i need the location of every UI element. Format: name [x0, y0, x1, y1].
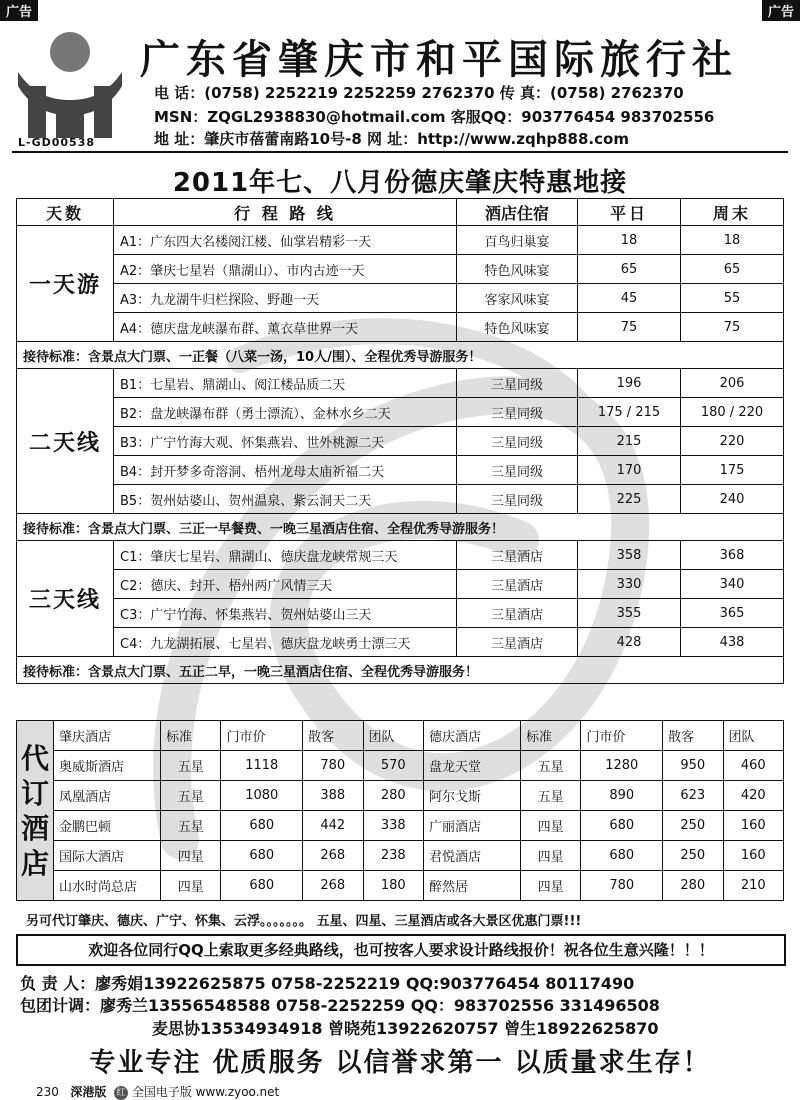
price-weekday: 75 [578, 313, 681, 342]
col-individual: 散客 [303, 721, 363, 751]
hotels-table [16, 720, 784, 901]
route-row [17, 398, 784, 427]
hotel-value: 680 [221, 871, 303, 901]
page-title: 2011年七、八月份德庆肇庆特惠地接 [172, 168, 628, 198]
col-list-price: 门市价 [221, 721, 303, 751]
welcome-banner: 欢迎各位同行QQ上索取更多经典路线，也可按客人要求设计路线报价！祝各位生意兴隆！！！ [16, 934, 786, 966]
route-category: 三天线 [17, 541, 114, 657]
route-category: 一天游 [17, 226, 114, 342]
hotels-header-row [17, 721, 784, 751]
service-standard-note: 接待标准：含景点大门票、五正二早，一晚三星酒店住宿、全程优秀导游服务！ [17, 657, 784, 684]
price-weekend: 55 [681, 284, 784, 313]
route-row [17, 541, 784, 570]
route-category: 二天线 [17, 369, 114, 514]
price-weekend: 438 [681, 628, 784, 657]
route-name: B2：盘龙峡瀑布群（勇士漂流）、金林水乡二天 [114, 398, 457, 427]
route-name: A4：德庆盘龙峡瀑布群、薰衣草世界一天 [114, 313, 457, 342]
hotel-row [17, 811, 784, 841]
hotel-name: 阿尔戈斯 [423, 781, 520, 811]
hotel-value: 250 [663, 811, 723, 841]
hotel-value: 680 [221, 841, 303, 871]
hotel-name: 君悦酒店 [423, 841, 520, 871]
col-deqing-hotel: 德庆酒店 [423, 721, 520, 751]
col-zhaoqing-hotel: 肇庆酒店 [54, 721, 161, 751]
route-name: C4：九龙湖拓展、七星岩、德庆盘龙峡勇士漂三天 [114, 628, 457, 657]
hotel-value: 280 [663, 871, 723, 901]
service-standard-row [17, 342, 784, 369]
route-hotel: 三星同级 [457, 369, 578, 398]
price-weekend: 65 [681, 255, 784, 284]
extra-booking-note: 另可代订肇庆、德庆、广宁、怀集、云浮。。。。。。。 五星、四星、三星酒店或各大景区优惠门票!!! [26, 914, 582, 929]
page-number: 230 [36, 1085, 59, 1099]
route-hotel: 百鸟归巢宴 [457, 226, 578, 255]
hotel-value: 442 [303, 811, 363, 841]
route-name: B3：广宁竹海大观、怀集燕岩、世外桃源二天 [114, 427, 457, 456]
route-hotel: 三星同级 [457, 485, 578, 514]
route-hotel: 特色风味宴 [457, 255, 578, 284]
hotel-value: 238 [363, 841, 423, 871]
hotel-value: 460 [723, 751, 784, 781]
staff-others: 麦思协13534934918 曾晓苑13922620757 曾生18922625870 [152, 1019, 659, 1038]
price-weekday: 170 [578, 456, 681, 485]
hotel-value: 780 [303, 751, 363, 781]
price-weekday: 428 [578, 628, 681, 657]
price-weekday: 225 [578, 485, 681, 514]
hotel-value: 680 [221, 811, 303, 841]
route-name: C3：广宁竹海、怀集燕岩、贺州姑婆山三天 [114, 599, 457, 628]
ad-label-right: 广告 [762, 0, 800, 21]
col-list-price-2: 门市价 [581, 721, 663, 751]
route-name: C1：肇庆七星岩、鼎湖山、德庆盘龙峡常规三天 [114, 541, 457, 570]
price-weekend: 18 [681, 226, 784, 255]
hotel-value: 388 [303, 781, 363, 811]
col-individual-2: 散客 [663, 721, 723, 751]
phone-line: 电 话：(0758) 2252219 2252259 2762370 传 真：(0758) 2762370 [154, 84, 684, 102]
service-standard-row [17, 514, 784, 541]
route-name: B4：封开梦多奇溶洞、梧州龙母太庙祈福二天 [114, 456, 457, 485]
price-weekday: 175 / 215 [578, 398, 681, 427]
route-name: C2：德庆、封开、梧州两广风情三天 [114, 570, 457, 599]
price-weekday: 358 [578, 541, 681, 570]
price-weekday: 65 [578, 255, 681, 284]
route-row [17, 226, 784, 255]
price-weekend: 365 [681, 599, 784, 628]
slogan: 专业专注 优质服务 以信誉求第一 以质量求生存！ [89, 1048, 711, 1078]
col-standard-2: 标准 [520, 721, 580, 751]
route-name: A2：肇庆七星岩（鼎湖山）、市内古迹一天 [114, 255, 457, 284]
route-row [17, 570, 784, 599]
route-row [17, 599, 784, 628]
route-name: A1：广东四大名楼阅江楼、仙掌岩精彩一天 [114, 226, 457, 255]
hotel-value: 四星 [520, 811, 580, 841]
header-route: 行 程 路 线 [114, 199, 457, 226]
price-weekend: 75 [681, 313, 784, 342]
price-weekend: 220 [681, 427, 784, 456]
agency-logo-icon [14, 26, 126, 148]
hotel-value: 420 [723, 781, 784, 811]
price-weekend: 340 [681, 570, 784, 599]
hotel-value: 250 [663, 841, 723, 871]
header-weekend: 周末 [681, 199, 784, 226]
edition-badge: 红 [114, 1086, 128, 1100]
hotel-name: 醉然居 [423, 871, 520, 901]
hotel-value: 四星 [161, 871, 221, 901]
route-name: B1：七星岩、鼎湖山、阅江楼品质二天 [114, 369, 457, 398]
hotel-value: 五星 [161, 751, 221, 781]
hotel-name: 山水时尚总店 [54, 871, 161, 901]
route-hotel: 三星同级 [457, 456, 578, 485]
price-weekend: 175 [681, 456, 784, 485]
hotel-name: 盘龙天堂 [423, 751, 520, 781]
hotel-value: 570 [363, 751, 423, 781]
col-group-2: 团队 [723, 721, 784, 751]
header-divider [12, 151, 788, 153]
hotel-name: 奥威斯酒店 [54, 751, 161, 781]
route-hotel: 三星酒店 [457, 599, 578, 628]
agency-header [0, 20, 800, 150]
hotel-name: 广丽酒店 [423, 811, 520, 841]
hotel-value: 五星 [161, 811, 221, 841]
service-standard-note: 接待标准：含景点大门票、三正一早餐费、一晚三星酒店住宿、全程优秀导游服务！ [17, 514, 784, 541]
hotel-value: 180 [363, 871, 423, 901]
route-row [17, 369, 784, 398]
header-weekday: 平日 [578, 199, 681, 226]
route-hotel: 客家风味宴 [457, 284, 578, 313]
routes-header-row [17, 199, 784, 226]
route-hotel: 三星酒店 [457, 541, 578, 570]
msn-line: MSN：ZQGL2938830@hotmail.com 客服QQ：903776454 983702556 [154, 108, 715, 126]
route-row [17, 427, 784, 456]
hotel-row [17, 751, 784, 781]
price-weekday: 330 [578, 570, 681, 599]
hotel-value: 四星 [520, 841, 580, 871]
service-standard-row [17, 657, 784, 684]
route-row [17, 456, 784, 485]
hotel-value: 1080 [221, 781, 303, 811]
route-hotel: 三星同级 [457, 427, 578, 456]
hotel-value: 950 [663, 751, 723, 781]
staff-manager: 负 责 人：廖秀娟13922625875 0758-2252219 QQ:903776454 80117490 [20, 974, 635, 993]
hotel-value: 1118 [221, 751, 303, 781]
hotel-row [17, 871, 784, 901]
route-hotel: 三星酒店 [457, 570, 578, 599]
col-standard: 标准 [161, 721, 221, 751]
hotel-value: 160 [723, 841, 784, 871]
hotel-value: 338 [363, 811, 423, 841]
price-weekday: 215 [578, 427, 681, 456]
hotel-name: 国际大酒店 [54, 841, 161, 871]
price-weekend: 240 [681, 485, 784, 514]
service-standard-note: 接待标准：含景点大门票、一正餐（八菜一汤，10人/围）、全程优秀导游服务！ [17, 342, 784, 369]
route-hotel: 三星同级 [457, 398, 578, 427]
hotel-value: 1280 [581, 751, 663, 781]
company-name: 广东省肇庆市和平国际旅行社 [140, 36, 738, 83]
price-weekday: 196 [578, 369, 681, 398]
hotel-name: 凤凰酒店 [54, 781, 161, 811]
ad-label-left: 广告 [0, 0, 38, 21]
route-hotel: 特色风味宴 [457, 313, 578, 342]
hotel-booking-label: 代 订 酒 店 [17, 721, 54, 901]
hotel-value: 四星 [161, 841, 221, 871]
price-weekend: 180 / 220 [681, 398, 784, 427]
routes-table [16, 198, 784, 684]
hotel-value: 680 [581, 841, 663, 871]
hotel-value: 五星 [520, 751, 580, 781]
route-name: A3：九龙湖牛归栏探险、野趣一天 [114, 284, 457, 313]
price-weekend: 206 [681, 369, 784, 398]
route-row [17, 313, 784, 342]
hotel-value: 160 [723, 811, 784, 841]
route-row [17, 284, 784, 313]
hotel-value: 268 [303, 841, 363, 871]
price-weekday: 18 [578, 226, 681, 255]
route-row [17, 485, 784, 514]
hotel-value: 四星 [520, 871, 580, 901]
hotel-row [17, 841, 784, 871]
hotel-row [17, 781, 784, 811]
hotel-value: 680 [581, 811, 663, 841]
hotel-name: 金鹏巴顿 [54, 811, 161, 841]
col-group: 团队 [363, 721, 423, 751]
hotel-value: 780 [581, 871, 663, 901]
route-hotel: 三星酒店 [457, 628, 578, 657]
hotel-value: 五星 [520, 781, 580, 811]
hotel-value: 五星 [161, 781, 221, 811]
price-weekday: 45 [578, 284, 681, 313]
hotel-value: 280 [363, 781, 423, 811]
license-code: L-GD00538 [18, 136, 96, 149]
price-weekend: 368 [681, 541, 784, 570]
staff-group-planner: 包团计调：廖秀兰13556548588 0758-2252259 QQ：983702556 331496508 [20, 996, 660, 1015]
hotel-value: 890 [581, 781, 663, 811]
header-days: 天数 [17, 199, 114, 226]
site-label: 全国电子版 www.zyoo.net [131, 1085, 280, 1099]
route-row [17, 628, 784, 657]
hotel-value: 623 [663, 781, 723, 811]
route-row [17, 255, 784, 284]
price-weekday: 355 [578, 599, 681, 628]
address-line: 地 址：肇庆市蓓蕾南路10号-8 网 址：http://www.zqhp888.com [154, 130, 629, 148]
route-name: B5：贺州姑婆山、贺州温泉、紫云洞天二天 [114, 485, 457, 514]
edition-label: 深港版 [70, 1085, 107, 1099]
header-hotel: 酒店住宿 [457, 199, 578, 226]
hotel-value: 268 [303, 871, 363, 901]
hotel-value: 210 [723, 871, 784, 901]
page-footer [36, 1083, 279, 1100]
